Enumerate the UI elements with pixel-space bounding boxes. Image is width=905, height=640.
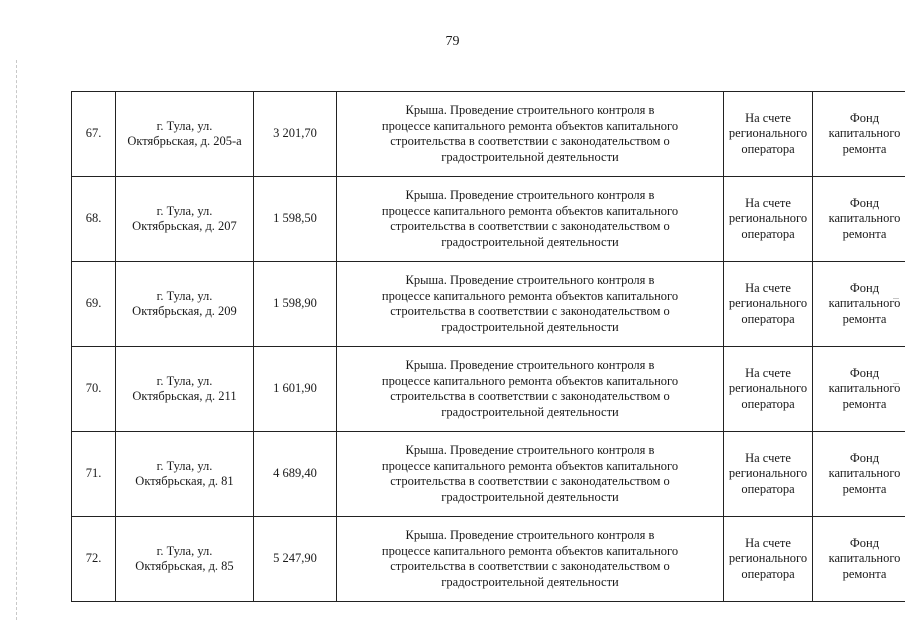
table-row xyxy=(72,262,905,347)
account-cell xyxy=(724,177,813,262)
address-cell xyxy=(116,177,254,262)
funding-source-line: Фонд xyxy=(849,195,880,210)
address-line: г. Тула, ул. xyxy=(156,118,213,133)
work-description-line: строительства в соответствии с законодательством о xyxy=(390,219,670,233)
work-description-line: строительства в соответствии с законодательством о xyxy=(390,134,670,148)
work-description-line: градостроительной деятельности xyxy=(441,149,619,164)
funding-source-line: Фонд xyxy=(849,280,880,295)
table-row xyxy=(72,347,905,432)
table-row xyxy=(72,432,905,517)
cost-value: 1 601,90 xyxy=(273,381,317,396)
funding-source-line: капитального xyxy=(828,126,901,141)
address-cell xyxy=(116,432,254,517)
funding-source-line: капитального xyxy=(828,296,901,311)
funding-source-line: капитального xyxy=(828,551,901,566)
work-description-line: градостроительной деятельности xyxy=(441,489,619,504)
work-description-cell xyxy=(337,262,724,347)
funding-source-cell xyxy=(813,262,905,347)
row-number: 67. xyxy=(85,126,102,141)
funding-source-line: ремонта xyxy=(842,396,887,411)
account-cell xyxy=(724,432,813,517)
account-line: оператора xyxy=(741,396,795,411)
funding-source-cell xyxy=(813,432,905,517)
work-description-line: строительства в соответствии с законодательством о xyxy=(390,474,670,488)
account-line: На счете xyxy=(745,450,791,465)
funding-source-cell xyxy=(813,347,905,432)
work-description-cell xyxy=(337,517,724,602)
account-cell xyxy=(724,92,813,177)
work-description-line: градостроительной деятельности xyxy=(441,234,619,249)
funding-source-line: капитального xyxy=(828,381,901,396)
account-line: оператора xyxy=(741,226,795,241)
funding-source-line: ремонта xyxy=(842,226,887,241)
table-row xyxy=(72,177,905,262)
funding-source-cell xyxy=(813,517,905,602)
work-description-line: Крыша. Проведение строительного контроля в xyxy=(405,273,655,287)
work-description-line: строительства в соответствии с законодательством о xyxy=(390,304,670,318)
address-line: Октябрьская, д. 209 xyxy=(132,304,237,318)
account-line: оператора xyxy=(741,566,795,581)
row-number: 69. xyxy=(85,296,102,311)
work-description-line: процессе капитального ремонта объектов капитального xyxy=(381,288,679,303)
work-description-line: строительства в соответствии с законодательством о xyxy=(390,389,670,403)
cost-cell xyxy=(254,177,337,262)
address-line: г. Тула, ул. xyxy=(156,373,213,388)
work-description-line: процессе капитального ремонта объектов капитального xyxy=(381,118,679,133)
cost-cell xyxy=(254,347,337,432)
cost-value: 5 247,90 xyxy=(273,551,317,566)
address-line: Октябрьская, д. 211 xyxy=(132,389,237,403)
account-line: На счете xyxy=(745,535,791,550)
funding-source-line: ремонта xyxy=(842,311,887,326)
address-cell xyxy=(116,92,254,177)
row-number: 71. xyxy=(85,466,102,481)
address-line: г. Тула, ул. xyxy=(156,458,213,473)
work-description-cell xyxy=(337,92,724,177)
funding-source-line: ремонта xyxy=(842,141,887,156)
work-description-line: процессе капитального ремонта объектов капитального xyxy=(381,203,679,218)
account-cell xyxy=(724,262,813,347)
work-description-line: Крыша. Проведение строительного контроля в xyxy=(405,358,655,372)
funding-source-cell xyxy=(813,92,905,177)
work-description-line: процессе капитального ремонта объектов капитального xyxy=(381,543,679,558)
account-line: оператора xyxy=(741,141,795,156)
funding-source-line: Фонд xyxy=(849,110,880,125)
cost-cell xyxy=(254,432,337,517)
account-line: регионального xyxy=(728,211,808,226)
funding-source-line: ремонта xyxy=(842,481,887,496)
account-cell xyxy=(724,347,813,432)
table-row xyxy=(72,92,905,177)
cost-value: 1 598,50 xyxy=(273,211,317,226)
funding-source-line: ремонта xyxy=(842,566,887,581)
account-cell xyxy=(724,517,813,602)
funding-source-line: капитального xyxy=(828,466,901,481)
work-description-line: Крыша. Проведение строительного контроля в xyxy=(405,103,655,117)
funding-source-line: Фонд xyxy=(849,535,880,550)
address-cell xyxy=(116,347,254,432)
account-line: На счете xyxy=(745,195,791,210)
address-line: Октябрьская, д. 81 xyxy=(135,474,234,488)
account-line: На счете xyxy=(745,280,791,295)
cost-value: 3 201,70 xyxy=(273,126,317,141)
work-description-line: процессе капитального ремонта объектов капитального xyxy=(381,458,679,473)
account-line: регионального xyxy=(728,126,808,141)
account-line: На счете xyxy=(745,365,791,380)
cost-cell xyxy=(254,517,337,602)
work-description-line: градостроительной деятельности xyxy=(441,319,619,334)
address-line: г. Тула, ул. xyxy=(156,543,213,558)
account-line: регионального xyxy=(728,381,808,396)
funding-source-cell xyxy=(813,177,905,262)
row-number-cell xyxy=(72,347,116,432)
row-number-cell xyxy=(72,92,116,177)
address-line: Октябрьская, д. 205-а xyxy=(127,134,242,148)
work-description-cell xyxy=(337,177,724,262)
account-line: регионального xyxy=(728,551,808,566)
funding-source-line: Фонд xyxy=(849,365,880,380)
work-description-line: строительства в соответствии с законодательством о xyxy=(390,559,670,573)
funding-source-line: Фонд xyxy=(849,450,880,465)
row-number: 72. xyxy=(85,551,102,566)
cost-cell xyxy=(254,92,337,177)
row-number-cell xyxy=(72,177,116,262)
address-line: Октябрьская, д. 85 xyxy=(135,559,234,573)
cost-cell xyxy=(254,262,337,347)
page-number: 79 xyxy=(445,34,460,49)
funding-source-line: капитального xyxy=(828,211,901,226)
address-line: г. Тула, ул. xyxy=(156,288,213,303)
address-cell xyxy=(116,262,254,347)
work-description-line: градостроительной деятельности xyxy=(441,574,619,589)
row-number-cell xyxy=(72,517,116,602)
work-description-cell xyxy=(337,432,724,517)
account-line: регионального xyxy=(728,296,808,311)
work-description-line: Крыша. Проведение строительного контроля в xyxy=(405,443,655,457)
work-description-line: Крыша. Проведение строительного контроля в xyxy=(405,188,655,202)
row-number: 70. xyxy=(85,381,102,396)
work-description-line: процессе капитального ремонта объектов капитального xyxy=(381,373,679,388)
cost-value: 1 598,90 xyxy=(273,296,317,311)
works-table xyxy=(71,91,905,602)
account-line: оператора xyxy=(741,481,795,496)
table-row xyxy=(72,517,905,602)
account-line: оператора xyxy=(741,311,795,326)
work-description-line: градостроительной деятельности xyxy=(441,404,619,419)
row-number-cell xyxy=(72,432,116,517)
account-line: регионального xyxy=(728,466,808,481)
margin-line xyxy=(16,60,17,620)
cost-value: 4 689,40 xyxy=(273,466,317,481)
address-cell xyxy=(116,517,254,602)
account-line: На счете xyxy=(745,110,791,125)
work-description-line: Крыша. Проведение строительного контроля в xyxy=(405,528,655,542)
address-line: Октябрьская, д. 207 xyxy=(132,219,237,233)
row-number: 68. xyxy=(85,211,102,226)
work-description-cell xyxy=(337,347,724,432)
row-number-cell xyxy=(72,262,116,347)
address-line: г. Тула, ул. xyxy=(156,203,213,218)
